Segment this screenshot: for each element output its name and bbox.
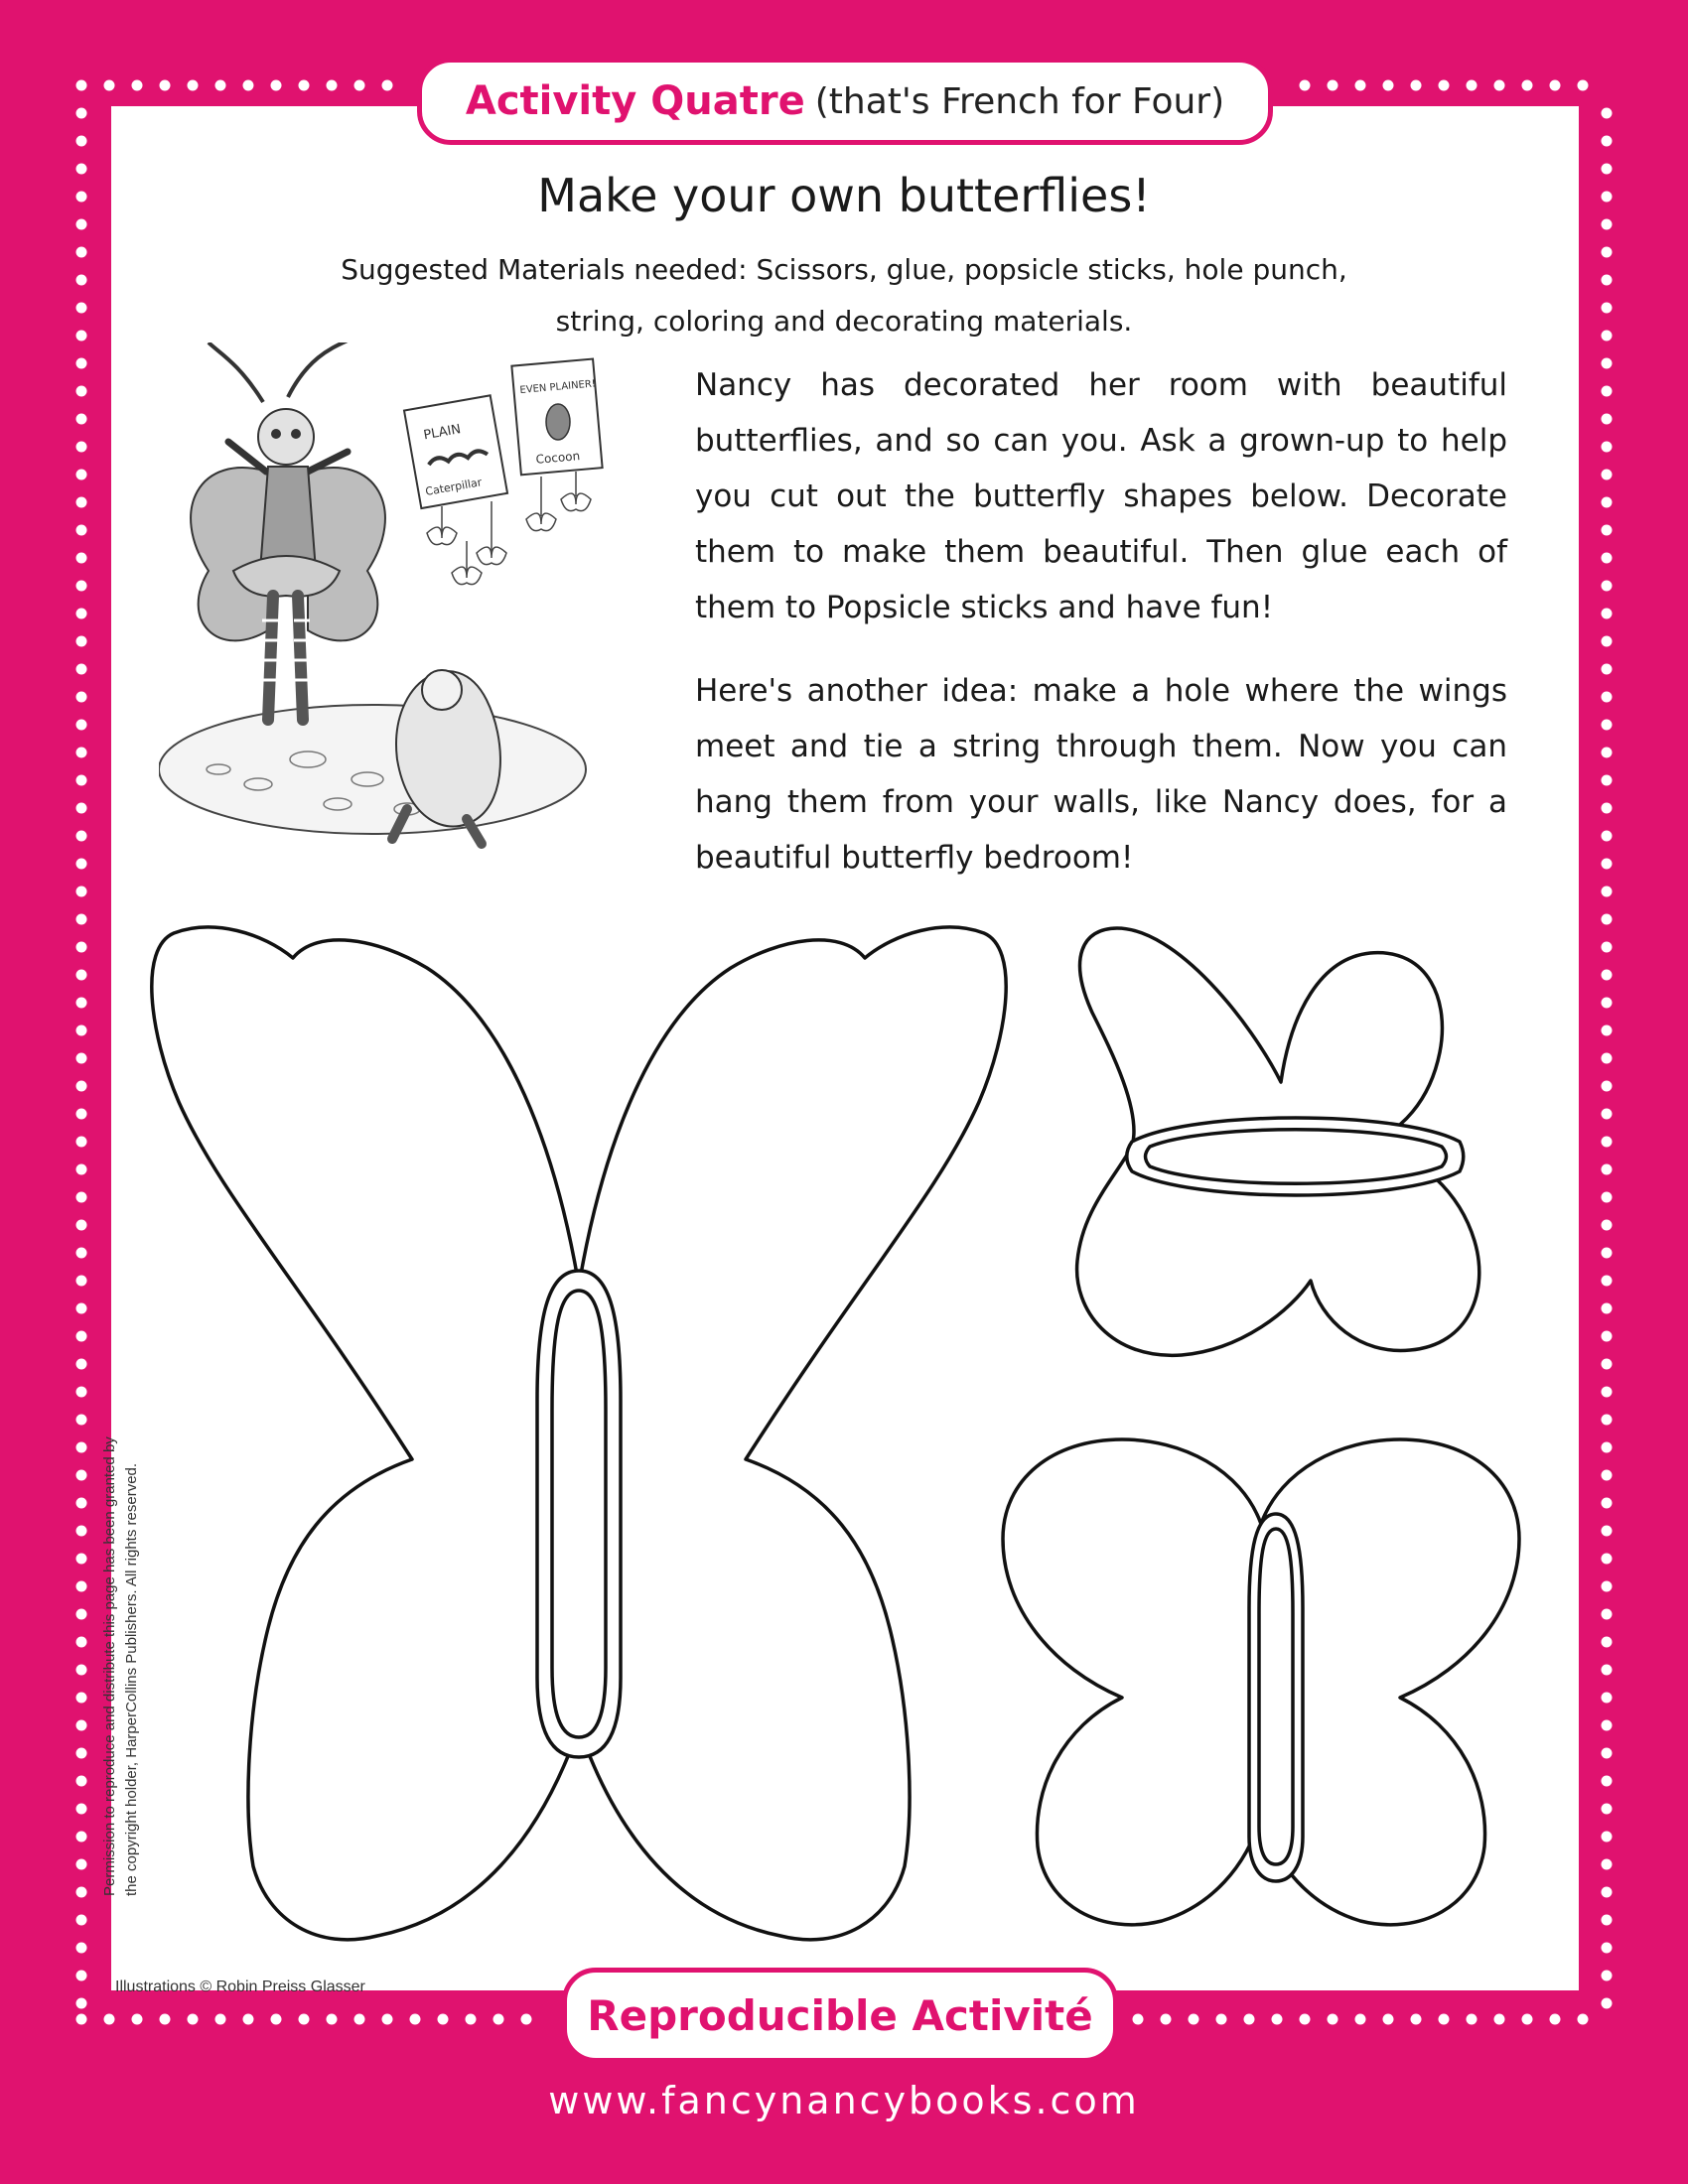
- instructions-paragraph-1: Nancy has decorated her room with beautiful butterflies, and so can you. Ask a grown-up to help you cut out the butterfly shapes below. Decorate them to make them beautiful. Then glue each of them to Popsicle sticks and have fun!: [695, 367, 1507, 625]
- illustration-credits: Illustrations © Robin Preiss Glasser: [115, 1979, 365, 1995]
- instructions-paragraph-2: Here's another idea: make a hole where the wings meet and tie a string through them. Now you can hang them from your walls, like Nancy does, for a beautiful butterfly bedroom!: [695, 673, 1507, 876]
- butterfly-small: [1077, 928, 1479, 1355]
- activity-title: Activity Quatre: [465, 78, 805, 124]
- sign-even-plainer-text: EVEN PLAINER!: [519, 378, 597, 397]
- butterfly-small-body: [1146, 1130, 1447, 1184]
- permission-line-1: Permission to reproduce and distribute this page has been granted by: [101, 1436, 118, 1896]
- butterfly-medium-body: [1259, 1529, 1293, 1864]
- footer-banner: [562, 1968, 1118, 2063]
- sign-caterpillar-text: Caterpillar: [424, 476, 484, 498]
- footer-banner-text: Reproducible Activité: [587, 1990, 1093, 2040]
- materials-line-1: Suggested Materials needed: Scissors, glue, popsicle sticks, hole punch,: [341, 253, 1347, 286]
- butterfly-medium: [1003, 1439, 1519, 1925]
- materials-line-2: string, coloring and decorating materials.: [555, 305, 1133, 338]
- permission-notice: [99, 1201, 143, 1896]
- sign-cocoon-text: Cocoon: [535, 449, 581, 467]
- website-link[interactable]: www.fancynancybooks.com: [548, 2079, 1140, 2122]
- butterfly-large: [152, 927, 1006, 1940]
- sign-plain-text: PLAIN: [422, 422, 463, 444]
- permission-line-2: the copyright holder, HarperCollins Publishers. All rights reserved.: [123, 1462, 140, 1896]
- butterfly-large-body: [552, 1291, 606, 1737]
- page-title: Make your own butterflies!: [537, 169, 1151, 222]
- activity-subtitle: (that's French for Four): [814, 80, 1225, 122]
